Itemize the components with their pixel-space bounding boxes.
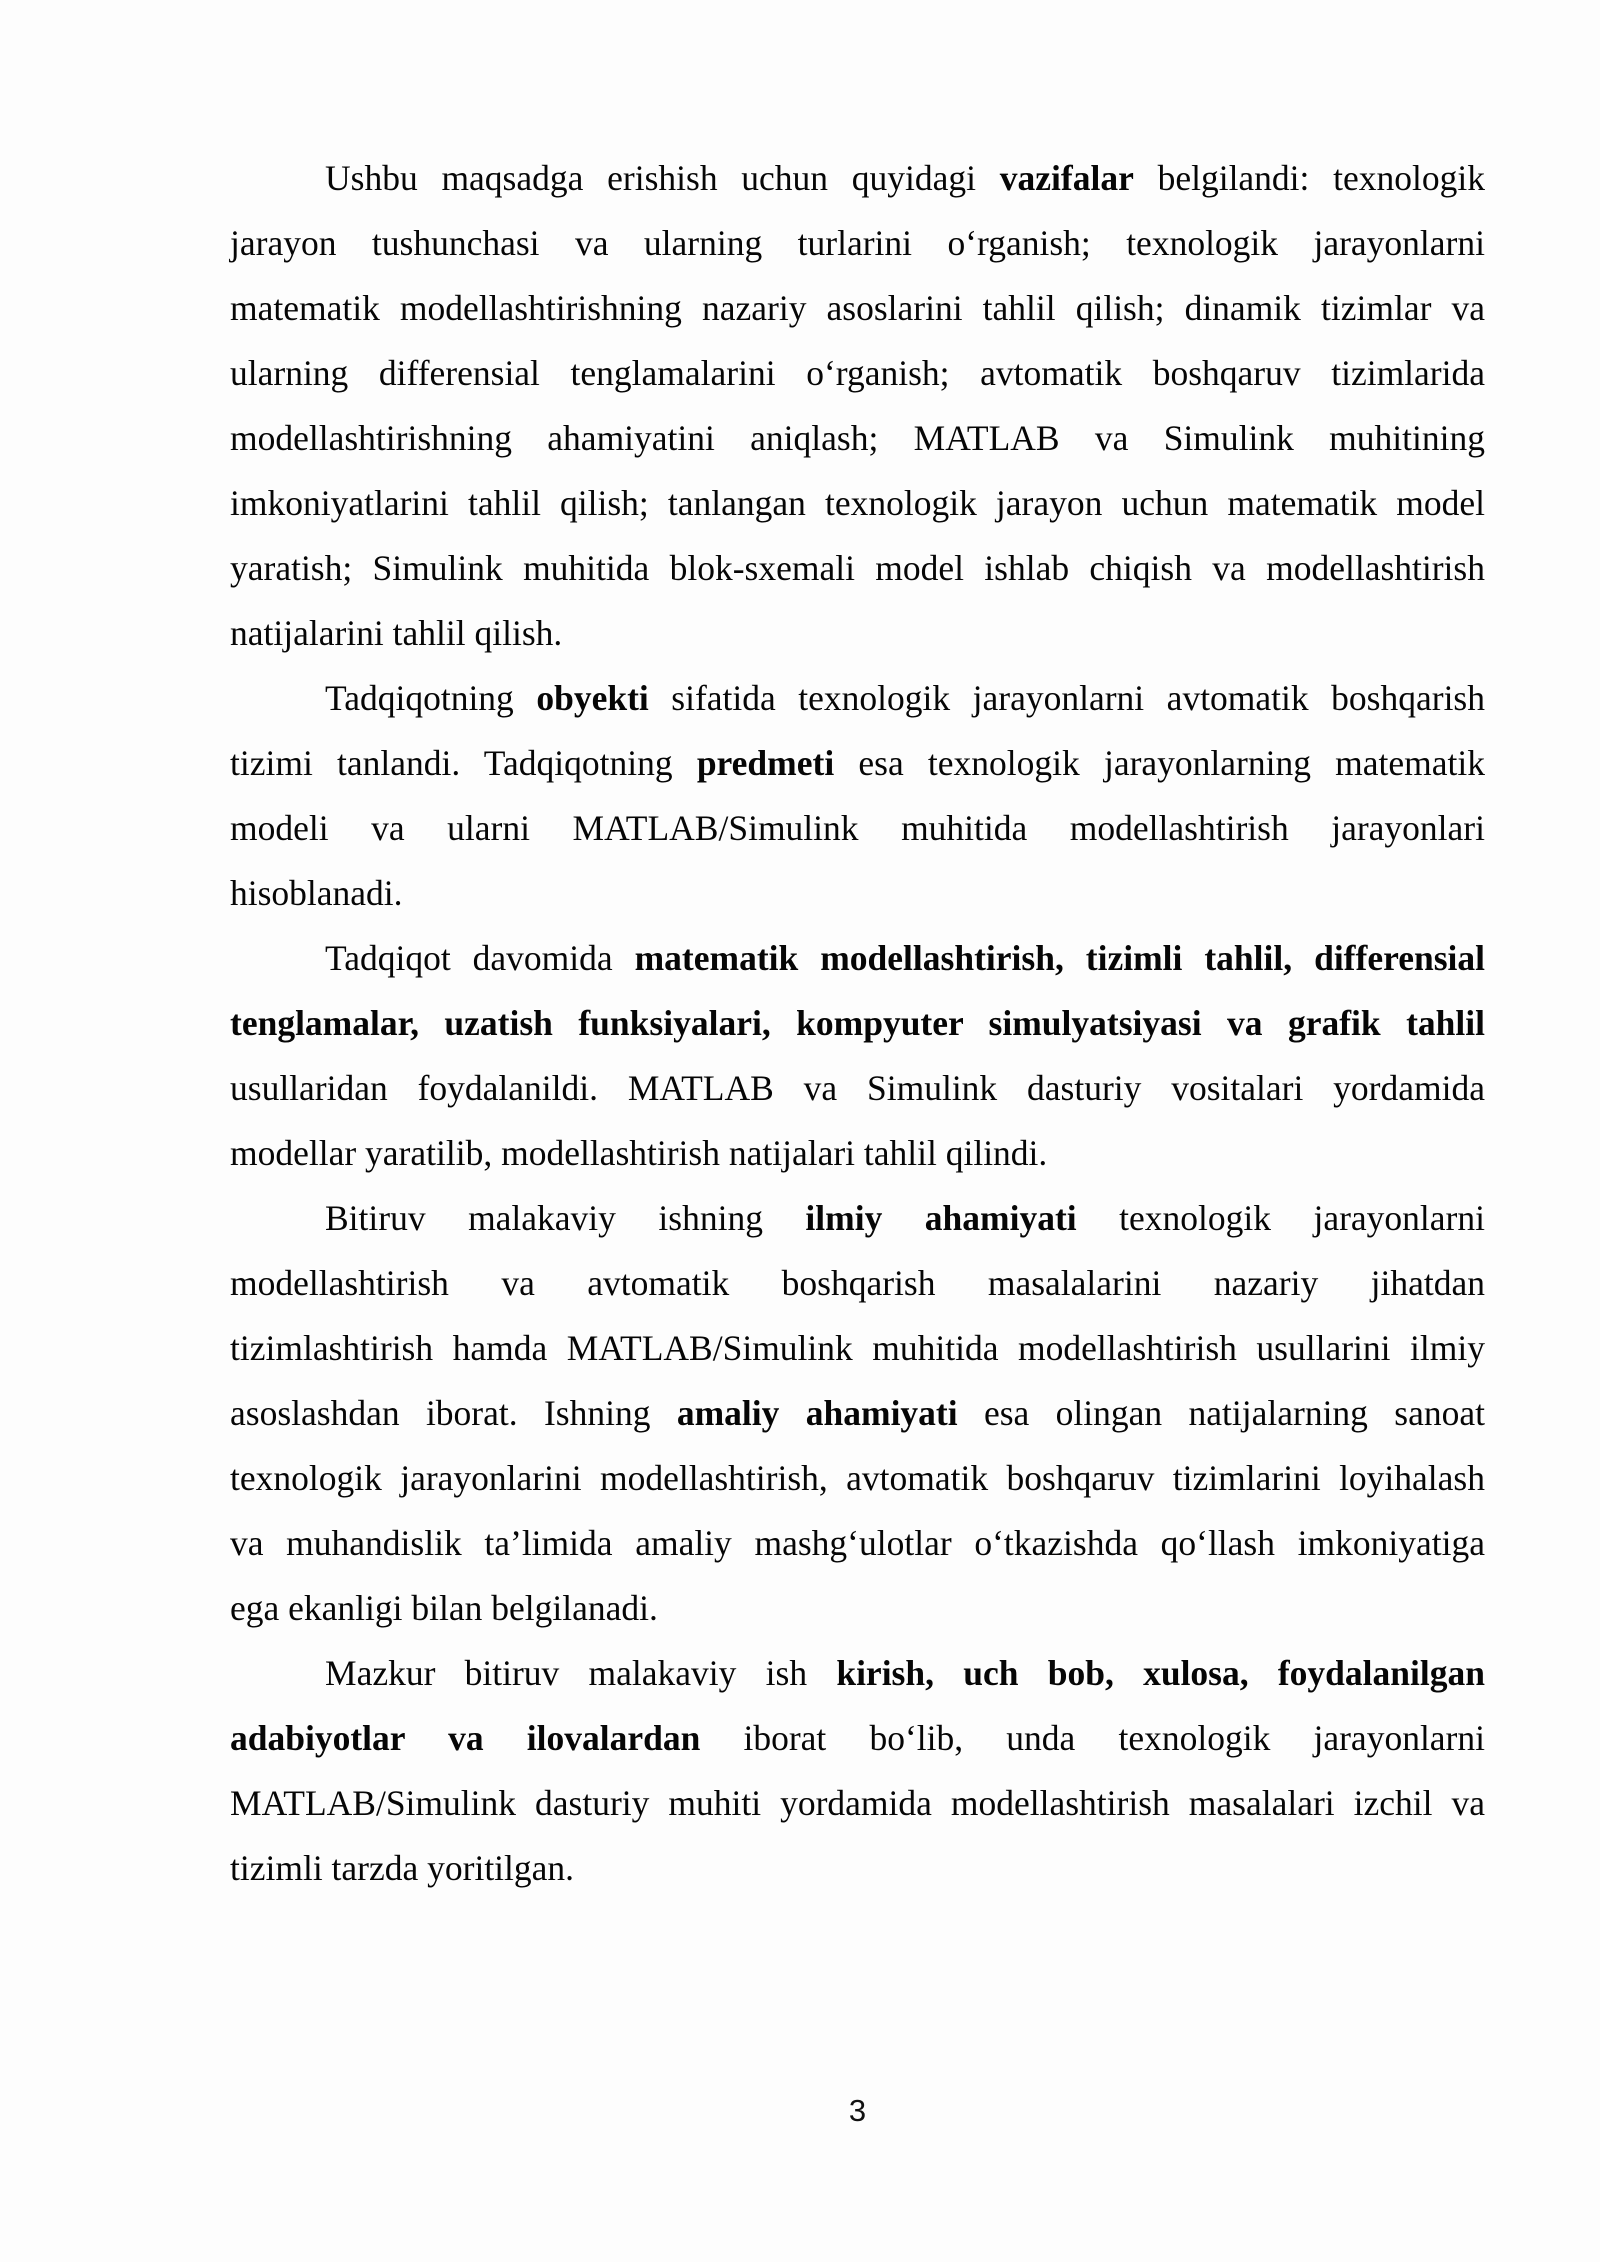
text-run: modeli va ularni MATLAB/Simulink muhitida modellashtirish jarayonlari xyxy=(230,808,1485,848)
text-line xyxy=(230,341,1485,406)
text-line xyxy=(230,1056,1485,1121)
text-run: tizimi tanlandi. Tadqiqotning xyxy=(230,743,697,783)
text-line xyxy=(230,471,1485,536)
text-line xyxy=(230,1121,1485,1186)
text-line xyxy=(230,1381,1485,1446)
document-body xyxy=(230,146,1485,1901)
bold-text-run: matematik modellashtirish, tizimli tahlil, differensial xyxy=(634,938,1485,978)
text-run: tizimlashtirish hamda MATLAB/Simulink muhitida modellashtirish usullarini ilmiy xyxy=(230,1328,1485,1368)
bold-text-run: adabiyotlar va ilovalardan xyxy=(230,1718,701,1758)
text-line xyxy=(230,211,1485,276)
text-run: Tadqiqot davomida xyxy=(325,938,635,978)
text-run: modellashtirishning ahamiyatini aniqlash; MATLAB va Simulink muhitining xyxy=(230,418,1485,458)
text-line xyxy=(230,796,1485,861)
text-run: va muhandislik ta’limida amaliy mashg‘ulotlar o‘tkazishda qo‘llash imkoniyatiga xyxy=(230,1523,1485,1563)
bold-text-run: kirish, uch bob, xulosa, foydalanilgan xyxy=(836,1653,1485,1693)
text-line xyxy=(230,1706,1485,1771)
text-line xyxy=(230,1771,1485,1836)
text-run: MATLAB/Simulink dasturiy muhiti yordamida modellashtirish masalalari izchil va xyxy=(230,1783,1485,1823)
text-run: sifatida texnologik jarayonlarni avtomatik boshqarish xyxy=(648,678,1485,718)
text-run: belgilandi: texnologik xyxy=(1133,158,1485,198)
text-run: esa olingan natijalarning sanoat xyxy=(957,1393,1485,1433)
text-line xyxy=(230,536,1485,601)
text-line xyxy=(230,1641,1485,1706)
text-run: Tadqiqotning xyxy=(325,678,537,718)
text-run: iborat bo‘lib, unda texnologik jarayonlarni xyxy=(700,1718,1485,1758)
text-run: Mazkur bitiruv malakaviy ish xyxy=(325,1653,837,1693)
text-run: yaratish; Simulink muhitida blok-sxemali model ishlab chiqish va modellashtirish xyxy=(230,548,1485,588)
text-line xyxy=(230,406,1485,471)
text-run: texnologik jarayonlarni xyxy=(1076,1198,1485,1238)
bold-text-run: ilmiy ahamiyati xyxy=(805,1198,1077,1238)
text-run: texnologik jarayonlarini modellashtirish, avtomatik boshqaruv tizimlarini loyihalash xyxy=(230,1458,1485,1498)
text-line xyxy=(230,861,1485,926)
bold-text-run: obyekti xyxy=(536,678,649,718)
text-run: esa texnologik jarayonlarning matematik xyxy=(834,743,1485,783)
text-run: tizimli tarzda yoritilgan. xyxy=(230,1848,575,1888)
text-line xyxy=(230,601,1485,666)
text-line xyxy=(230,731,1485,796)
text-line xyxy=(230,1316,1485,1381)
text-run: hisoblanadi. xyxy=(230,873,403,913)
text-line xyxy=(230,1446,1485,1511)
text-line xyxy=(230,926,1485,991)
text-run: Bitiruv malakaviy ishning xyxy=(325,1198,806,1238)
text-line xyxy=(230,991,1485,1056)
text-line xyxy=(230,666,1485,731)
text-line xyxy=(230,1186,1485,1251)
text-line xyxy=(230,1836,1485,1901)
bold-text-run: tenglamalar, uzatish funksiyalari, kompyuter simulyatsiyasi va grafik tahlil xyxy=(230,1003,1485,1043)
text-run: ega ekanligi bilan belgilanadi. xyxy=(230,1588,658,1628)
text-run: jarayon tushunchasi va ularning turlarini o‘rganish; texnologik jarayonlarni xyxy=(230,223,1485,263)
text-run: asoslashdan iborat. Ishning xyxy=(230,1393,677,1433)
bold-text-run: vazifalar xyxy=(999,158,1134,198)
bold-text-run: amaliy ahamiyati xyxy=(676,1393,958,1433)
text-run: modellar yaratilib, modellashtirish natijalari tahlil qilindi. xyxy=(230,1133,1048,1173)
text-line xyxy=(230,276,1485,341)
text-run: modellashtirish va avtomatik boshqarish masalalarini nazariy jihatdan xyxy=(230,1263,1485,1303)
text-line xyxy=(230,1511,1485,1576)
text-run: matematik modellashtirishning nazariy asoslarini tahlil qilish; dinamik tizimlar va xyxy=(230,288,1485,328)
text-run: usullaridan foydalanildi. MATLAB va Simulink dasturiy vositalari yordamida xyxy=(230,1068,1485,1108)
page-number: 3 xyxy=(848,2093,867,2128)
text-line xyxy=(230,146,1485,211)
bold-text-run: predmeti xyxy=(696,743,835,783)
text-line xyxy=(230,1576,1485,1641)
text-run: natijalarini tahlil qilish. xyxy=(230,613,563,653)
text-run: ularning differensial tenglamalarini o‘rganish; avtomatik boshqaruv tizimlarida xyxy=(230,353,1485,393)
text-line xyxy=(230,1251,1485,1316)
text-run: imkoniyatlarini tahlil qilish; tanlangan texnologik jarayon uchun matematik model xyxy=(230,483,1485,523)
text-run: Ushbu maqsadga erishish uchun quyidagi xyxy=(325,158,1000,198)
